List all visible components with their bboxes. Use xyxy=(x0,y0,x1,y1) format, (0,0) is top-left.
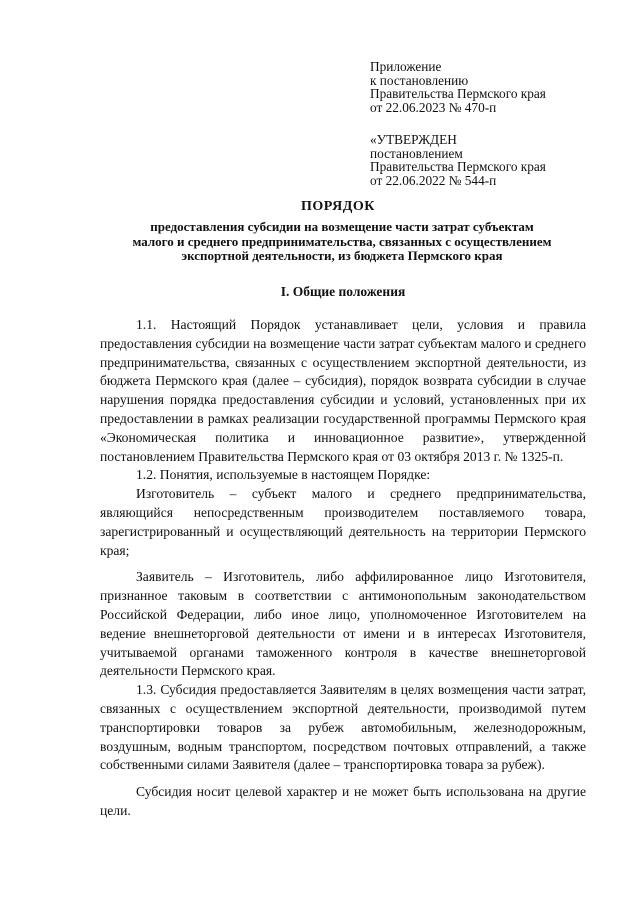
subtitle-line-2: малого и среднего предпринимательства, связанных с осуществлением xyxy=(132,233,552,249)
attachment-line-3: Правительства Пермского края xyxy=(370,86,546,101)
subtitle-line-3: экспортной деятельности, из бюджета Пермского края xyxy=(181,248,503,263)
approved-line-1: «УТВЕРЖДЕН xyxy=(370,132,457,147)
paragraph-target: Субсидия носит целевой характер и не может быть использована на другие цели. xyxy=(100,784,586,818)
document-title: ПОРЯДОК xyxy=(301,199,375,214)
approved-header xyxy=(370,133,630,187)
attachment-line-1: Приложение xyxy=(370,59,442,74)
attachment-line-2: к постановлению xyxy=(370,72,469,88)
document-body xyxy=(100,316,586,821)
paragraph-gap xyxy=(100,560,586,568)
subtitle-line-1: предоставления субсидии на возмещение части затрат субъектам xyxy=(150,219,534,234)
attachment-line-4: от 22.06.2023 № 470-п xyxy=(370,99,497,115)
section-title: I. Общие положения xyxy=(280,284,406,299)
document-subtitle xyxy=(90,220,594,264)
definition-applicant: Заявитель – Изготовитель, либо аффилированное лицо Изготовителя, признанное таковым в соответствии с антимонопольным законодательством Российской Федерации, либо иное лицо, уполномоченное Изготовителем на ведение внешнеторговой деятельности от имени и в интересах Изготовителя, учитываемой органами таможенного контроля в качестве внешнеторговой деятельности Пермского края. xyxy=(100,569,586,679)
attachment-header xyxy=(370,60,630,114)
paragraph-gap xyxy=(100,775,586,783)
paragraph-1-3: 1.3. Субсидия предоставляется Заявителям в целях возмещения части затрат, связанных с осуществлением экспортной деятельности, производимой путем транспортировки товаров за рубеж автомобильным, железнодорожным, воздушным, водным транспортом, посредством почтовых отправлений, а также собственными силами Заявителя (далее – транспортировка товара за рубеж). xyxy=(100,682,586,773)
paragraph-1-2: 1.2. Понятия, используемые в настоящем Порядке: xyxy=(136,467,431,483)
definition-manufacturer: Изготовитель – субъект малого и среднего предпринимательства, являющийся непосредственным производителем поставляемого товара, зарегистрированный и осуществляющий деятельность на территории Пермского края; xyxy=(100,486,586,558)
approved-line-4: от 22.06.2022 № 544-п xyxy=(370,172,497,188)
paragraph-1-1: 1.1. Настоящий Порядок устанавливает цели, условия и правила предоставления субсидии на возмещение части затрат субъектам малого и среднего предпринимательства, связанных с осуществлением экспортной деятельности, из бюджета Пермского края (далее – субсидия), порядок возврата субсидии в случае нарушения порядка предоставления субсидии и условий, установленных при их предоставлении в рамках реализации государственной программы Пермского края «Экономическая политика и инновационное развитие», утвержденной постановлением Правительства Пермского края от 03 октября 2013 г. № 1325-п. xyxy=(100,317,586,464)
approved-line-3: Правительства Пермского края xyxy=(370,159,546,174)
approved-line-2: постановлением xyxy=(370,145,463,161)
